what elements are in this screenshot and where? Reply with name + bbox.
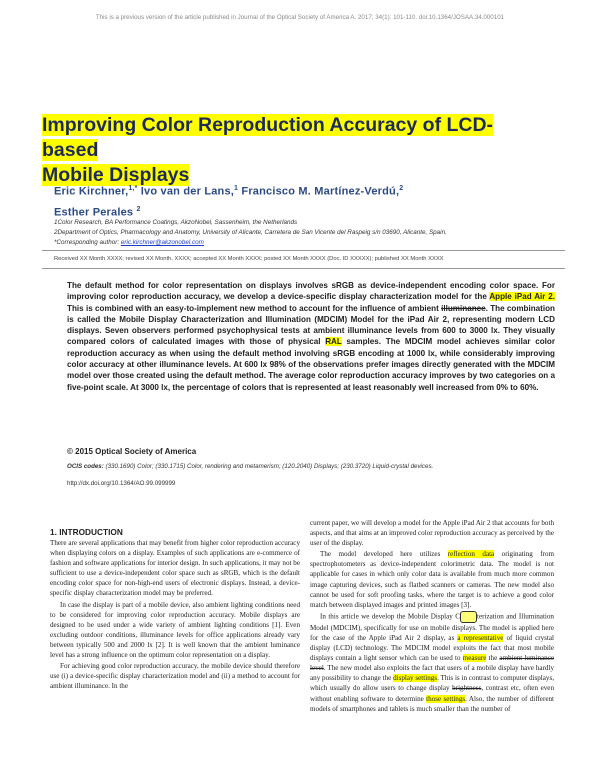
title-line-2: Mobile Displays (42, 164, 190, 186)
strikethrough-illuminance[interactable]: illuminance (441, 303, 486, 313)
author-2-sup: 1 (234, 185, 239, 192)
abstract (67, 280, 555, 393)
author-3-sup: 2 (399, 185, 404, 192)
author-3: Francisco M. Martínez-Verdú, (241, 185, 400, 198)
strikethrough-ambient-luminance[interactable]: ambient luminance level (310, 654, 555, 673)
rp3-text-b: terization and Illumination Model (MDCIM), specifically for use on mobile displays. The model is applied here for the case of the Apple iPad Air 2 display, as (310, 612, 554, 642)
rp3-text-d: the (486, 654, 500, 663)
highlight-those-settings[interactable]: those settings (426, 694, 466, 703)
author-1: Eric Kirchner, (54, 185, 129, 198)
affiliation-2: 2Department of Optics, Pharmacology and Anatomy, University of Alicante, Carretera de San Vicente del Raspeig s/n 03690, Alicante, Spain. (54, 229, 447, 236)
divider-top (42, 250, 565, 251)
rp3-text-g: , contrast etc, often even without enabling software to determine (310, 684, 554, 703)
right-paragraph-3 (310, 611, 554, 714)
doi-link[interactable]: http://dx.doi.org/10.1364/AO.99.099999 (67, 480, 176, 487)
copyright: © 2015 Optical Society of America (67, 447, 197, 456)
divider-bottom (42, 268, 565, 269)
intro-paragraph-3: For achieving good color reproduction accuracy, the mobile device should therefore use (i) a device-specific display characterization model and (ii) a method to account for ambient illuminance. In the (50, 662, 300, 691)
rp3-text-c: of liquid crystal display (LCD) technology. The MDCIM model exploits the fact that most mobile displays contain a light sensor which can be used to (310, 633, 555, 663)
received-dates: Received XX Month XXXX; revised XX Month, XXXX; accepted XX Month XXXX; posted XX Month XXXX (Doc. ID XXXXX); published XX Month XXXX (54, 256, 444, 262)
rp2-text-a: The model developed here utilizes (320, 550, 448, 559)
author-list (54, 180, 554, 221)
intro-paragraph-1: There are several applications that may benefit from higher color reproduction accuracy when displaying colors on a display. Examples of such applications are e-commerce of fashion and software applications for interior design. In such applications, it may not be sufficient to use a device-independent color space such as sRGB, which is the default encoding color space for non-high-end users of electronic displays. Instead, a device-specific display characterization model may be preferred. (50, 539, 300, 598)
abstract-text-3: . The combination is called the Mobile Display Characterization and Illumination (MDCIM) Model for the iPad Air 2, representing modern LCD displays. Seven observers performed psychophysical tests at ambient illuminance levels from 600 to 3000 lx. They visually compared colors of calculated images with those of physical (67, 303, 556, 347)
ocis-codes (67, 463, 555, 470)
author-1-sup: 1,* (128, 185, 138, 192)
author-2: Ivo van der Lans, (140, 185, 235, 198)
author-4-sup: 2 (136, 205, 141, 213)
abstract-text-1: The default method for color representation on displays involves sRGB as device-independent encoding color space. For improving color reproduction accuracy, we develop a device-specific display characterization model for the (67, 281, 555, 302)
paper-title (42, 113, 502, 188)
right-paragraph-2 (310, 549, 554, 610)
author-4: Esther Perales (54, 206, 134, 219)
abstract-text-4: samples. The MDCIM model achieves similar color reproduction accuracy as when using the default method involving sRGB encoding at 1000 lx, while considerably improving color accuracy at other illuminance levels. At 600 lx 98% of the observations prefer images directly generated with the MDCIM model over those created using the default method. The average color reproduction accuracy improves by two categories on a five-point scale. At 3000 lx, the percentage of colors that is represented at least reasonably well increased from 0% to 60%. (67, 337, 555, 392)
highlight-apple-ipad[interactable]: Apple iPad Air 2. (489, 292, 555, 302)
strikethrough-brightness[interactable]: brightness (452, 684, 482, 693)
rp3-text-h: . Also, the number of different models of smartphones and tablets is much smaller than the number of (310, 694, 554, 713)
rp3-text-a: In this article we develop the Mobile Display C (320, 612, 461, 621)
corresponding-label: *Corresponding author: (54, 239, 121, 246)
right-paragraph-1: current paper, we will develop a model for the Apple iPad Air 2 that accounts for both aspects, and that aims at an improved color reproduction accuracy as perceived by the user of the display. (310, 519, 554, 548)
rp3-text-f: . This is in contrast to computer displays, which usually do allow users to change display (310, 674, 554, 693)
highlight-ral[interactable]: RAL (325, 337, 342, 347)
ocis-label: OCIS codes: (67, 463, 104, 470)
affiliation-1: 1Color Research, BA Performance Coatings, AkzoNobel, Sassenheim, the Netherlands (54, 219, 298, 226)
affiliations (54, 218, 574, 248)
rp2-text-b: originating from spectrophotometers as device-independent colorimetric data. The model is not applicable for cases in which only color data is available from much more common image capturing devices, such as flatbed scanners or cameras. The new model also cannot be used for soft proofing tasks, where the target is to achieve a good color match between displayed images and printed images [3]. (310, 550, 555, 609)
intro-paragraph-2: In case the display is part of a mobile device, also ambient lighting conditions need to be considered for improving color reproduction accuracy. Mobile displays are designed to be used under a wide variety of ambient lighting conditions [1]. Even excluding outdoor conditions, illuminance levels for office applications already vary between typically 500 and 2000 lx [2]. It is well known that the ambient luminance level has a strong influence on the optimum color representation on a display. (50, 600, 300, 660)
ocis-text: (330.1690) Color; (330.1715) Color, rendering and metamerism; (120.2040) Displays; (230.3720) Liquid-crystal devices. (103, 463, 434, 470)
corresponding-author (54, 238, 574, 248)
left-column (50, 538, 300, 692)
highlight-display-settings[interactable]: display settings (393, 674, 438, 683)
highlight-measure[interactable]: measure (462, 654, 487, 663)
right-column (310, 518, 554, 715)
title-line-1: Improving Color Reproduction Accuracy of LCD-based (42, 114, 494, 161)
abstract-text-2: This is combined with an easy-to-implement new method to account for the influence of ambient (67, 303, 442, 313)
highlight-reflection-data[interactable]: reflection data (447, 550, 495, 559)
sticky-note-icon[interactable] (460, 611, 477, 623)
highlight-a-representative[interactable]: a representative (457, 633, 504, 642)
rp3-text-e: . The new model also exploits the fact that users of a mobile display have hardly any possibility to change the (310, 664, 554, 683)
journal-version-note: This is a previous version of the article published in Journal of the Optical Society of America A. 2017; 34(1): 101-110. doi:10.1364/JOSAA.34.000101 (95, 14, 505, 21)
section-heading-introduction: 1. INTRODUCTION (50, 527, 123, 537)
author-email-link[interactable]: eric.kirchner@akzonobel.com (120, 239, 204, 246)
